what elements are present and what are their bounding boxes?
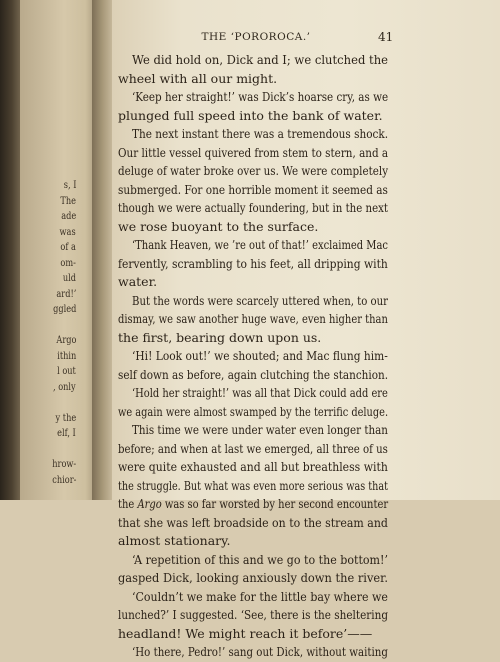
text-line — [118, 107, 388, 126]
text-line — [118, 162, 388, 181]
text-line — [118, 588, 388, 607]
text-line-content: This time we were under water even longer than — [132, 422, 388, 437]
text-line — [118, 329, 388, 348]
previous-page-fragment: , only — [53, 381, 76, 393]
text-line — [118, 199, 388, 218]
text-line — [118, 310, 388, 329]
text-line-content: ‘Thank Heaven, we ’re out of that!’ exclaimed Mac — [132, 237, 389, 252]
text-line-content: plunged full speed into the bank of water. — [118, 107, 383, 123]
text-line-content: wheel with all our might. — [118, 70, 278, 86]
text-line-content: ‘Couldn’t we make for the little bay where we — [132, 588, 388, 604]
previous-page-fragment: hrow- — [52, 459, 76, 470]
text-line-content: self down as before, again clutching the stanchion. — [118, 366, 389, 382]
text-line — [118, 347, 388, 366]
text-line-content: The next instant there was a tremendous shock. — [132, 126, 389, 141]
text-line — [118, 569, 388, 588]
text-line-content: ‘Hold her straight!’ was all that Dick could add ere — [132, 385, 388, 400]
previous-page — [20, 0, 100, 500]
text-line-content: almost stationary. — [118, 533, 231, 548]
text-line-content: ‘Keep her straight!’ was Dick’s hoarse cry, as we — [132, 89, 389, 104]
text-line — [118, 292, 388, 311]
text-line — [118, 551, 388, 570]
text-line — [118, 255, 388, 274]
body-text — [118, 51, 388, 662]
text-line — [118, 70, 388, 89]
text-line — [118, 403, 388, 422]
text-line — [118, 458, 388, 477]
text-line-content: the Argo was so far worsted by her second encounter — [118, 496, 389, 511]
previous-page-fragment: s, I — [63, 180, 76, 191]
previous-page-fragment: uld — [62, 273, 76, 284]
running-title: THE ‘POROROCA.’ — [201, 31, 311, 43]
text-line — [118, 51, 388, 70]
previous-page-fragment: om- — [60, 257, 76, 269]
text-line — [118, 384, 388, 403]
text-line-content: were quite exhausted and all but breathless with — [118, 459, 388, 474]
text-line-content: before; and when at last we emerged, all three of us — [118, 440, 388, 456]
previous-page-fragment: chior- — [51, 474, 76, 486]
text-line-content: dismay, we saw another huge wave, even higher than — [118, 311, 388, 326]
text-line — [118, 625, 388, 644]
previous-page-fragment: ard!’ — [56, 288, 76, 300]
text-line-content: But the words were scarcely uttered when, to our — [132, 292, 388, 308]
previous-page-fragment: The — [60, 195, 76, 207]
text-line-content: deluge of water broke over us. We were completely — [118, 163, 389, 178]
book-page — [112, 0, 500, 659]
text-line — [118, 144, 388, 163]
page-number: 41 — [378, 30, 394, 44]
text-line-content: ‘Hi! Look out!’ we shouted; and Mac flung him- — [132, 348, 388, 363]
text-line — [118, 440, 388, 459]
text-line-content: lunched?’ I suggested. ‘See, there is the sheltering — [118, 607, 389, 622]
previous-page-fragment: of a — [60, 242, 76, 253]
previous-page-fragment: ade — [61, 211, 76, 222]
text-line — [118, 218, 388, 237]
text-line-content: submerged. For one horrible moment it seemed as — [118, 181, 388, 197]
text-line-content: we again were almost swamped by the terrific deluge. — [118, 403, 389, 419]
text-line — [118, 366, 388, 385]
previous-page-fragment: Argo — [55, 335, 76, 346]
previous-page-fragment: y the — [55, 412, 76, 424]
text-line — [118, 181, 388, 200]
text-line-content: Our little vessel quivered from stem to stern, and a — [118, 144, 389, 160]
previous-page-fragment: ithin — [56, 350, 76, 362]
text-line — [118, 606, 388, 625]
text-line-content: ‘A repetition of this and we go to the bottom!’ — [132, 551, 389, 567]
text-line — [118, 532, 388, 551]
text-line — [118, 421, 388, 440]
text-line-content: the struggle. But what was even more serious was that — [118, 477, 388, 493]
text-line-content: gasped Dick, looking anxiously down the river. — [118, 570, 388, 585]
text-line-content: fervently, scrambling to his feet, all dripping with — [118, 255, 388, 271]
text-line-content: though we were actually foundering, but in the next — [118, 200, 388, 215]
text-line-content: headland! We might reach it before’—— — [118, 625, 373, 641]
text-line — [118, 88, 388, 107]
text-line-content: the first, bearing down upon us. — [118, 329, 322, 345]
text-line — [118, 495, 388, 514]
previous-page-fragment: l out — [57, 366, 76, 377]
text-line — [118, 643, 388, 662]
previous-page-fragment: ggled — [52, 304, 76, 315]
text-line — [118, 236, 388, 255]
text-line-content: ‘Ho there, Pedro!’ sang out Dick, without waiting — [132, 644, 388, 659]
text-line-content: We did hold on, Dick and I; we clutched the — [132, 52, 388, 67]
text-line-content: water. — [118, 274, 158, 289]
text-line — [118, 125, 388, 144]
previous-page-fragment: was — [59, 226, 76, 238]
previous-page-fragment: elf, I — [57, 428, 76, 439]
text-line-content: that she was left broadside on to the stream and — [118, 514, 388, 530]
text-line — [118, 477, 388, 496]
text-line — [118, 514, 388, 533]
text-line-content: we rose buoyant to the surface. — [118, 218, 319, 234]
text-line — [118, 273, 388, 292]
